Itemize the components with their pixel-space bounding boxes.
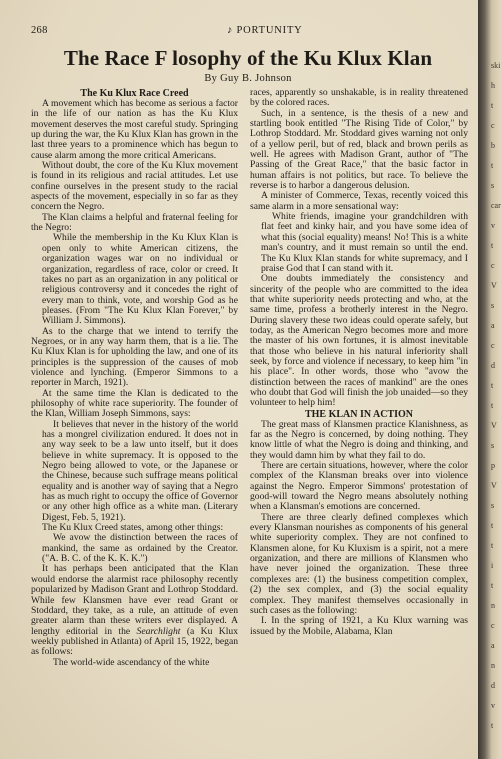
- facing-page-fragment: c: [491, 121, 495, 130]
- facing-page-fragment: t: [491, 161, 494, 170]
- facing-page-fragment: s: [491, 301, 495, 310]
- facing-page-fragment: d: [491, 361, 495, 370]
- paragraph: races, apparently so unshakable, is in reality threatened by the colored races.: [250, 87, 468, 109]
- quotation: The world-wide ascendancy of the white: [53, 656, 210, 668]
- paragraph: As to the charge that we intend to terrify the Negroes, or in any way harm them, that is a lie. The Ku Klux Klan is for upholding the law, and one of its principles is the suppression of the causes of mob violence and lynching. (Emperor Simmons to a reporter in March, 1921).: [31, 325, 238, 389]
- facing-page-fragment: V: [491, 481, 497, 490]
- paragraph: There are three clearly defined complexes which every Klansman nourishes as components of his general white superiority complex. They are not confined to Klansmen alone, for Ku Kluxism is a spirit, not a mere organization, and there are millions of Klansmen who have never joined the organization. These three complexes are: (1) the business competition complex, (2) the sex complex, and (3) the social equality complex. They manifest themselves occasionally in such cases as the following:: [250, 511, 468, 616]
- paragraph: A movement which has become as serious a factor in the life of our nation as has the Ku Klux movement deserves the most careful study. Springing up during the war, the Ku Klux Klan has grown in the last three years to a prominence which has begun to cause alarm among the more critical Americans.: [31, 98, 238, 161]
- article-title: The Race F losophy of the Ku Klux Klan: [63, 46, 433, 70]
- right-column: [250, 88, 468, 637]
- paragraph: Without doubt, the core of the Ku Klux movement is found in its religious and racial attitudes. Let use confine ourselves in the present study to the racial aspects of the movement, especially in so far as they concern the Negro.: [31, 160, 238, 213]
- paragraph-text: (a Ku Klux weekly published in Atlanta) of April 15, 1922, began as follows:: [31, 625, 238, 658]
- section-heading-creed: The Ku Klux Race Creed: [80, 88, 189, 99]
- facing-page-fragment: c: [491, 621, 495, 630]
- quotation: While the membership in the Ku Klux Klan is open only to white American citizens, the organization wages war on no individual or organization, regardless of race, color or creed. It takes no part as an organization in any political or religious controversy and it concedes the right of every man to think, vote, and worship God as he pleases. (From "The Ku Klux Klan Forever," by William J. Simmons).: [42, 232, 238, 327]
- paragraph: Such, in a sentence, is the thesis of a new and startling book entitled "The Rising Tide of Color," by Lothrop Stoddard. Mr. Stoddard gives warning not only of a yellow peril, but of red, black and brown perils as well. He agrees with Madison Grant, author of "The Passing of the Great Race," that the basic factor in human affairs is not politics, but race. To believe the reverse is to harbor a dangerous delusion.: [250, 107, 468, 192]
- paragraph: The Klan claims a helpful and fraternal feeling for the Negro:: [31, 211, 238, 234]
- facing-page-fragment: c: [491, 341, 495, 350]
- facing-page-fragment: v: [491, 701, 495, 710]
- facing-page-fragment: t: [491, 541, 494, 550]
- facing-page-fragment: s: [491, 441, 495, 450]
- quotation: White friends, imagine your grandchildren with flat feet and kinky hair, and you have some idea of what this (social equality) means! No! This is a white man's country, and it must remain so until the end. The Ku Klux Klan stands for white supremacy, and I praise God that I can stand with it.: [261, 211, 468, 274]
- paragraph: I. In the spring of 1921, a Ku Klux warning was issued by the Mobile, Alabama, Klan: [250, 615, 468, 637]
- facing-page-fragment: b: [491, 141, 495, 150]
- facing-page-fragment: n: [491, 601, 495, 610]
- paragraph: A minister of Commerce, Texas, recently voiced this same alarm in a more sensational way:: [250, 190, 468, 212]
- facing-page-fragment: t: [491, 241, 494, 250]
- paragraph: At the same time the Klan is dedicated to the philosophy of white race superiority. The founder of the Klan, William Joseph Simmons, says:: [31, 387, 238, 420]
- magazine-name: ♪ PORTUNITY: [227, 25, 303, 36]
- article-byline: By Guy B. Johnson: [204, 73, 292, 84]
- facing-page-fragment: t: [491, 581, 494, 590]
- facing-page-fragment: c: [491, 261, 495, 270]
- facing-page-fragment: t: [491, 101, 494, 110]
- facing-page-fragment: t: [491, 521, 494, 530]
- running-head: [31, 25, 461, 37]
- facing-page-fragment: d: [491, 681, 495, 690]
- facing-page-fragment: V: [491, 281, 497, 290]
- facing-page-fragment: h: [491, 81, 495, 90]
- facing-page-fragment: V: [491, 421, 497, 430]
- section-heading-klan-in-action: THE KLAN IN ACTION: [304, 408, 414, 420]
- facing-page-fragment: car: [491, 201, 501, 210]
- facing-page-fragment: v: [491, 221, 495, 230]
- paragraph: There are certain situations, however, where the color complex of the Klansman breaks over into violence against the Negro. Emperor Simmons' protestation of good-will toward the Negro means absolutely nothing when a Klansman's emotions are concerned.: [250, 460, 468, 513]
- facing-page-fragment: n: [491, 661, 495, 670]
- facing-page-fragment: a: [491, 641, 495, 650]
- quotation: It believes that never in the history of the world has a mongrel civilization endured. It does not in any way seek to be a law unto itself, but it does believe in white supremacy. It is opposed to the Negro being allowed to vote, or the Japanese or the Chinese, because such suffrage means political equality and is another way of saying that a Negro has as much right to occupy the office of Governor or any other high office as a white man. (Literary Digest, Feb. 5, 1921).: [42, 418, 238, 523]
- paragraph-text: It has perhaps been anticipated that the Klan would endorse the alarmist race philosophy recently popularized by Madison Grant and Lothrop Stoddard. While few Klansmen have ever read Grant or Stoddard, they take, as a rule, an attitude of even greater alarm than these writers ever displayed. A lengthy editorial in the: [31, 563, 238, 637]
- page-number: 268: [31, 25, 48, 36]
- facing-page-fragment: t: [491, 381, 494, 390]
- facing-page-fragment: s: [491, 501, 495, 510]
- paragraph-with-italic: [31, 564, 238, 657]
- facing-page-fragment: ski: [491, 61, 501, 70]
- facing-page-fragment: t: [491, 401, 494, 410]
- paragraph: One doubts immediately the consistency and sincerity of the people who are committed to the idea that white superiority needs protecting and who, at the same time, profess a brotherly interest in the Negro. During slavery these two ideas could operate safely, but today, as the American Negro becomes more and more the master of his own fortunes, it is almost inevitable that those who believe in his natural inferiority shall seek, by force and violence if necessary, to keep him "in his place". In other words, those who "avow the distinction between the races of mankind" are the ones who doubt that God will finish the job unaided—so they volunteer to help him!: [250, 273, 468, 409]
- paragraph: The Ku Klux Creed states, among other things:: [42, 522, 224, 534]
- quotation: We avow the distinction between the races of mankind, the same as ordained by the Creator. ("A. B. C. of the K. K. K."): [42, 532, 238, 565]
- newspaper-title: Searchlight: [136, 625, 181, 637]
- facing-page-fragment: s: [491, 181, 495, 190]
- facing-page-fragment: i: [491, 561, 494, 570]
- left-column: [31, 88, 238, 668]
- facing-page-fragment: t: [491, 721, 494, 730]
- facing-page-fragment: a: [491, 321, 495, 330]
- paragraph: The great mass of Klansmen practice Klanishness, as far as the Negro is concerned, by doing nothing. They know little of what the Negro is doing and thinking, and they would damn him by what they fail to do.: [250, 418, 468, 461]
- facing-page-fragment: p: [491, 461, 495, 470]
- facing-page-edge: [478, 0, 501, 759]
